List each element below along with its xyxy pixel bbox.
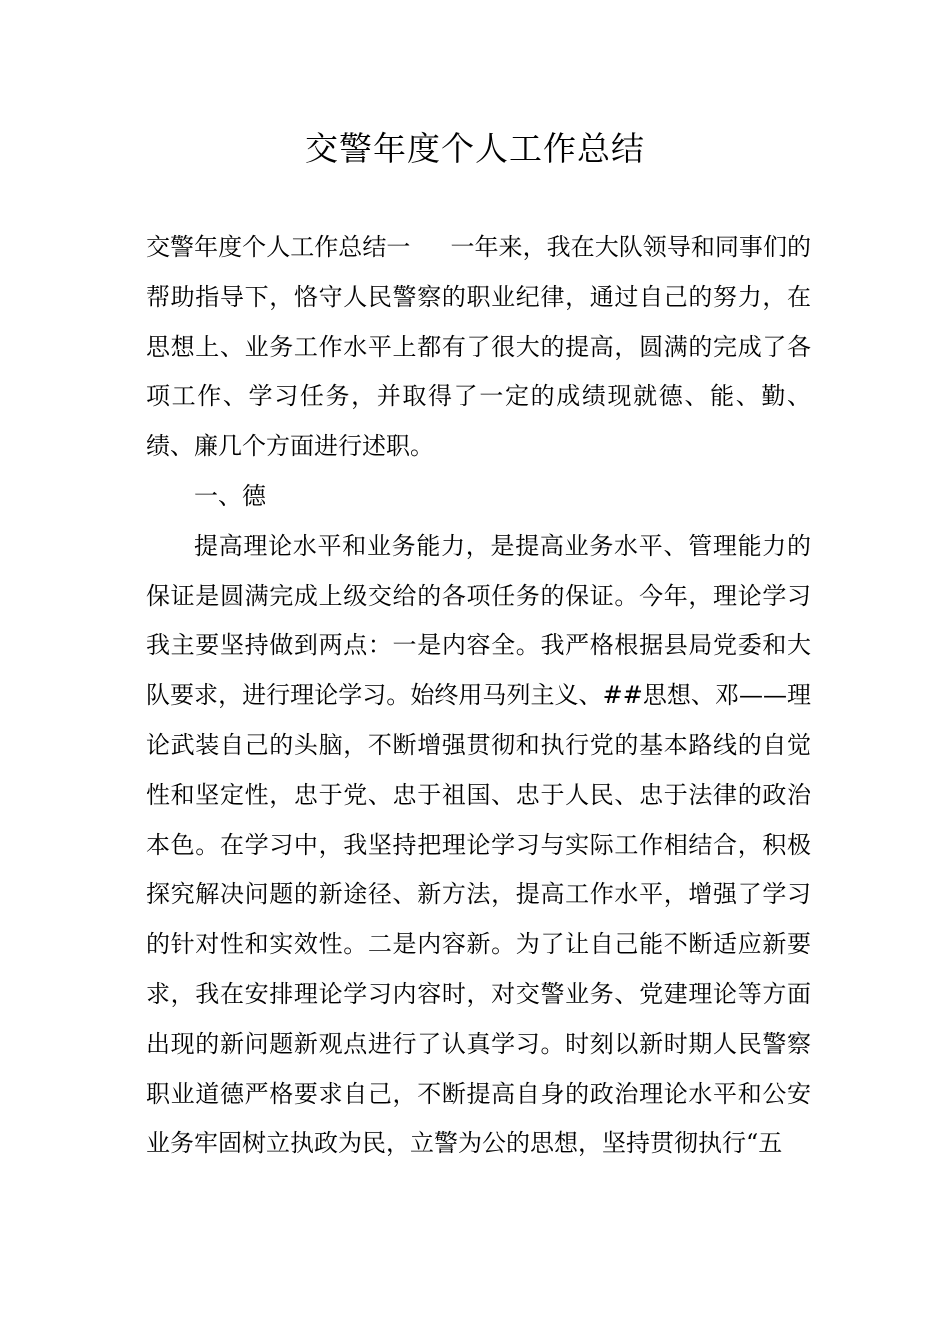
intro-paragraph [146, 223, 811, 472]
section-paragraph: 提高理论水平和业务能力，是提高业务水平、管理能力的保证是圆满完成上级交给的各项任务的保证。今年，理论学习我主要坚持做到两点：一是内容全。我严格根据县局党委和大队要求，进行理论学习。始终用马列主义、##思想、邓——理论武装自己的头脑，不断增强贯彻和执行党的基本路线的自觉性和坚定性，忠于党、忠于祖国、忠于人民、忠于法律的政治本色。在学习中，我坚持把理论学习与实际工作相结合，积极探究解决问题的新途径、新方法，提高工作水平，增强了学习的针对性和实效性。二是内容新。为了让自己能不断适应新要求，我在安排理论学习内容时，对交警业务、党建理论等方面出现的新问题新观点进行了认真学习。时刻以新时期人民警察职业道德严格要求自己，不断提高自身的政治理论水平和公安业务牢固树立执政为民，立警为公的思想，坚持贯彻执行“五 [146, 531, 811, 1158]
intro-lead: 交警年度个人工作总结一 [146, 233, 411, 261]
document-title: 交警年度个人工作总结 [305, 129, 645, 168]
document-body [146, 223, 811, 1169]
intro-body: 一年来，我在大队领导和同事们的帮助指导下，恪守人民警察的职业纪律，通过自己的努力，在思想上、业务工作水平上都有了很大的提高，圆满的完成了各项工作、学习任务，并取得了一定的成绩现就德、能、勤、绩、廉几个方面进行述职。 [146, 233, 812, 461]
section-heading: 一、德 [194, 481, 266, 510]
